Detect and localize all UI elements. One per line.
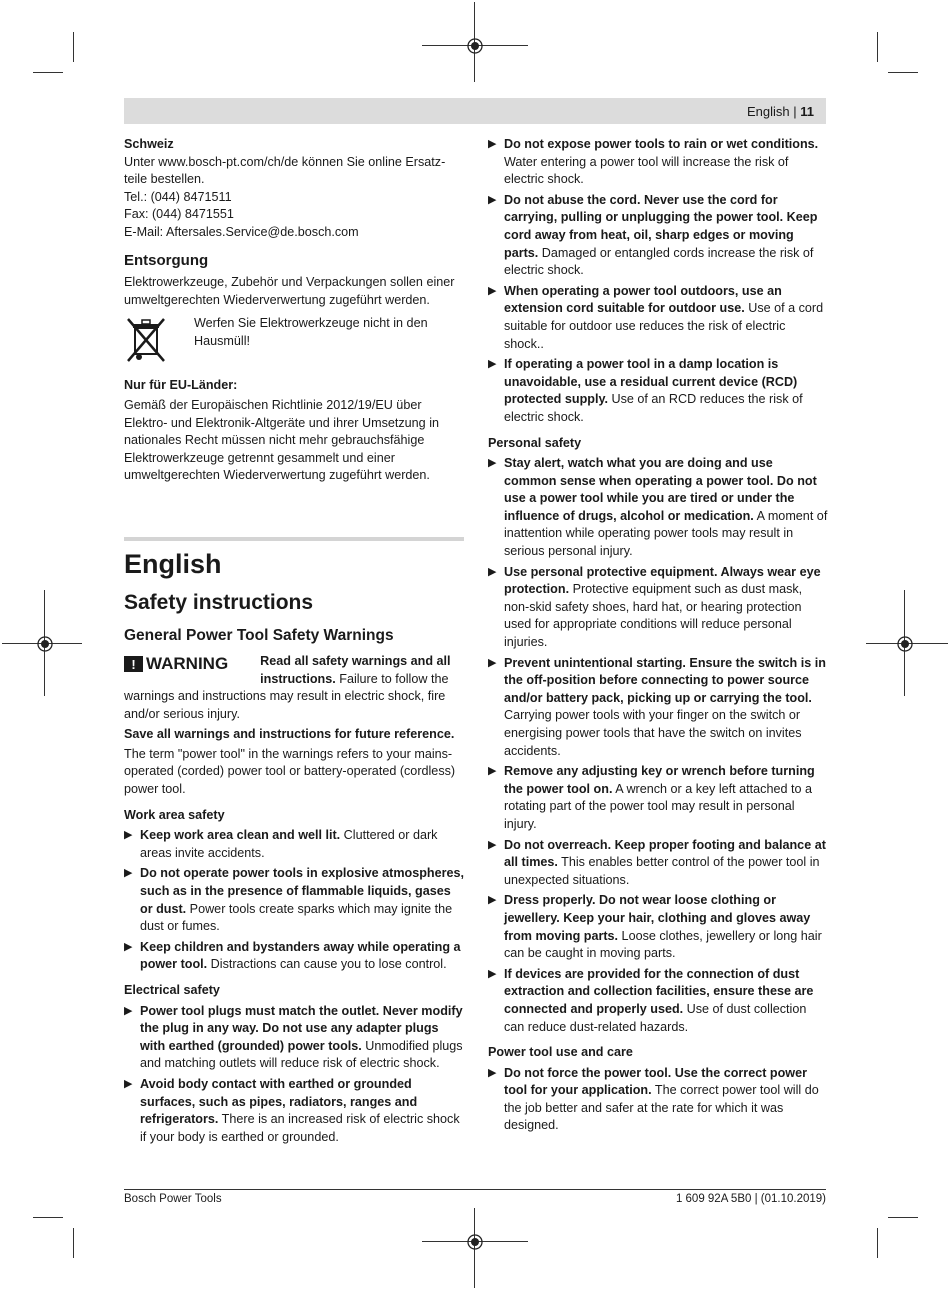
safety-title: Safety instructions	[124, 590, 314, 614]
page-header: English | 11	[747, 104, 814, 119]
bullet-text: Protective equipment such as dust mask, non-skid safety shoes, hard hat, or hearing protection used for appropriate conditions will reduce personal injuries.	[504, 582, 803, 650]
bullet-text: The correct power tool will do the job better and safer at the rate for which it was designed.	[504, 1083, 819, 1133]
eu-title: Nur für EU-Länder:	[124, 378, 238, 393]
bullet-text: Loose clothes, jewellery or long hair can be caught in moving parts.	[504, 928, 822, 961]
bullet-bold: Use personal protective equipment. Always wear eye protection.	[504, 564, 821, 597]
right-column	[488, 136, 828, 1138]
footer-divider	[124, 1189, 826, 1190]
eu-text: Gemäß der Europäischen Richtlinie 2012/19/EU über Elektro- und Elektronik-Altgeräte und ihrer Umsetzung in nationales Recht müssen nicht mehr gebrauchsfähige Elektrowerkzeuge getrennt gesammelt und einer umweltgerechten Wiederverwertung zugeführt werden.	[124, 397, 439, 483]
list-item	[488, 892, 828, 962]
electrical-title: Electrical safety	[124, 983, 220, 997]
personal-safety-title: Personal safety	[488, 435, 582, 450]
registration-mark-icon	[896, 635, 914, 653]
crop-mark	[877, 1228, 878, 1258]
bullet-bold: Prevent unintentional starting. Ensure the switch is in the off-position before connecting to power source and/or battery pack, picking up or carrying the tool.	[504, 655, 826, 705]
crop-mark	[73, 1228, 74, 1258]
header-language: English	[747, 104, 790, 119]
list-item	[488, 136, 828, 189]
weee-notice	[124, 315, 464, 365]
bullet-arrow-icon: ▶	[488, 1066, 497, 1079]
bullet-bold: Avoid body contact with earthed or grounded surfaces, such as pipes, radiators, ranges and refrigerators.	[140, 1076, 418, 1127]
schweiz-line: Unter www.bosch-pt.com/ch/de können Sie online Ersatz-	[124, 154, 446, 169]
bullet-arrow-icon: ▶	[488, 838, 497, 851]
warning-block	[124, 653, 464, 723]
schweiz-title: Schweiz	[124, 137, 174, 151]
use-care-title: Power tool use and care	[488, 1045, 633, 1060]
bullet-arrow-icon: ▶	[488, 358, 497, 371]
schweiz-line: Tel.: (044) 8471511	[124, 189, 232, 204]
bullet-bold: Do not overreach. Keep proper footing and balance at all times.	[504, 837, 826, 870]
bullet-bold: When operating a power tool outdoors, use an extension cord suitable for outdoor use.	[504, 283, 782, 316]
weee-text: Werfen Sie Elektrowerkzeuge nicht in den Hausmüll!	[194, 316, 428, 348]
bullet-text: A wrench or a key left attached to a rotating part of the power tool may result in personal injury.	[504, 781, 812, 831]
page-number: 11	[800, 104, 814, 119]
crop-mark	[33, 72, 63, 73]
bullet-text: Carrying power tools with your finger on the switch or energising power tools that have the switch on invites accidents.	[504, 708, 802, 758]
crop-mark	[73, 32, 74, 62]
bullet-arrow-icon: ▶	[488, 284, 497, 297]
entsorgung-title: Entsorgung	[124, 251, 209, 269]
bullet-arrow-icon: ▶	[488, 565, 497, 578]
list-item	[124, 939, 464, 974]
list-item	[488, 763, 828, 833]
bullet-bold: If operating a power tool in a damp location is unavoidable, use a residual current device (RCD) protected supply.	[504, 357, 798, 407]
bullet-bold: Do not abuse the cord. Never use the cord for carrying, pulling or unplugging the power tool. Keep cord away from heat, oil, sharp edges or moving parts.	[504, 192, 818, 260]
footer-brand: Bosch Power Tools	[124, 1193, 222, 1205]
list-item	[488, 837, 828, 890]
bullet-arrow-icon: ▶	[488, 765, 497, 778]
term-definition: The term "power tool" in the warnings refers to your mains-operated (corded) power tool or battery-operated (cordless) power tool.	[124, 746, 456, 797]
list-item	[124, 827, 464, 862]
bullet-bold: Keep work area clean and well lit.	[140, 828, 341, 843]
footer-doc-number: 1 609 92A 5B0 | (01.10.2019)	[675, 1193, 826, 1205]
bullet-arrow-icon: ▶	[124, 867, 133, 880]
general-warnings-title: General Power Tool Safety Warnings	[124, 626, 394, 644]
list-item	[488, 655, 828, 761]
save-instructions: Save all warnings and instructions for future reference.	[124, 727, 455, 742]
bullet-arrow-icon: ▶	[488, 193, 497, 206]
left-column	[124, 136, 464, 1149]
bullet-arrow-icon: ▶	[124, 829, 133, 842]
bullet-text: Unmodified plugs and matching outlets will reduce risk of electric shock.	[140, 1038, 463, 1071]
list-item	[488, 356, 828, 426]
warning-triangle-icon: !	[124, 656, 143, 672]
bullet-bold: Remove any adjusting key or wrench before turning the power tool on.	[504, 764, 815, 796]
list-item	[488, 1065, 828, 1135]
registration-mark-icon	[466, 1233, 484, 1251]
warning-badge	[124, 655, 228, 673]
list-item	[488, 283, 828, 353]
schweiz-line: teile bestellen.	[124, 172, 205, 187]
bullet-arrow-icon: ▶	[124, 940, 133, 953]
bullet-text: Distractions can cause you to lose control.	[207, 957, 447, 972]
warning-bold: Read all safety warnings and all instructions.	[260, 653, 451, 686]
list-item	[124, 1076, 464, 1146]
section-divider	[124, 537, 464, 541]
header-bar	[124, 98, 826, 124]
bullet-arrow-icon: ▶	[488, 656, 497, 669]
list-item	[124, 1003, 464, 1073]
bullet-text: A moment of inattention while operating power tools may result in serious personal injury.	[504, 508, 828, 559]
crop-mark	[877, 32, 878, 62]
bullet-arrow-icon: ▶	[124, 1004, 133, 1017]
bullet-text: Use of dust collection can reduce dust-related hazards.	[504, 1001, 807, 1034]
warning-text: Failure to follow the warnings and instructions may result in electric shock, fire and/or serious injury.	[124, 671, 449, 721]
list-item	[488, 966, 828, 1036]
bullet-arrow-icon: ▶	[488, 967, 497, 980]
crossed-bin-icon	[124, 315, 168, 365]
bullet-text: Water entering a power tool will increase the risk of electric shock.	[504, 154, 789, 187]
bullet-text: Cluttered or dark areas invite accidents.	[140, 828, 438, 860]
crop-mark	[888, 72, 918, 73]
bullet-bold: Stay alert, watch what you are doing and use common sense when operating a power tool. Do not use a power tool while you are tired or under the influence of drugs, alcohol or medication.	[504, 456, 817, 523]
schweiz-line: Fax: (044) 8471551	[124, 207, 234, 222]
bullet-bold: Power tool plugs must match the outlet. Never modify the plug in any way. Do not use any adapter plugs with earthed (grounded) power tools.	[140, 1003, 463, 1053]
bullet-text: Power tools create sparks which may ignite the dust or fumes.	[140, 901, 453, 934]
bullet-bold: Dress properly. Do not wear loose clothing or jewellery. Keep your hair, clothing and gloves away from moving parts.	[504, 893, 811, 943]
registration-mark-icon	[466, 37, 484, 55]
bullet-arrow-icon: ▶	[124, 1077, 133, 1090]
bullet-bold: If devices are provided for the connection of dust extraction and collection facilities, ensure these are connected and properly used.	[504, 966, 814, 1016]
bullet-text: There is an increased risk of electric shock if your body is earthed or grounded.	[140, 1112, 460, 1144]
schweiz-line: E-Mail: Aftersales.Service@de.bosch.com	[124, 224, 359, 239]
entsorgung-text: Elektrowerkzeuge, Zubehör und Verpackungen sollen einer umweltgerechten Wiederverwertung zugeführt werden.	[124, 275, 455, 307]
bullet-arrow-icon: ▶	[488, 894, 497, 907]
bullet-bold: Do not expose power tools to rain or wet conditions.	[504, 137, 819, 151]
list-item	[488, 192, 828, 280]
crop-mark	[888, 1217, 918, 1218]
language-title: English	[124, 548, 222, 579]
bullet-bold: Do not operate power tools in explosive atmospheres, such as in the presence of flammable liquids, gases or dust.	[140, 866, 465, 916]
bullet-text: Damaged or entangled cords increase the risk of electric shock.	[504, 245, 814, 278]
bullet-text: Use of an RCD reduces the risk of electric shock.	[504, 392, 803, 424]
bullet-bold: Keep children and bystanders away while operating a power tool.	[140, 939, 461, 972]
list-item	[488, 455, 828, 561]
list-item	[124, 865, 464, 935]
bullet-text: Use of a cord suitable for outdoor use reduces the risk of electric shock..	[504, 301, 824, 351]
work-area-title: Work area safety	[124, 807, 225, 822]
list-item	[488, 564, 828, 652]
crop-mark	[33, 1217, 63, 1218]
bullet-arrow-icon: ▶	[488, 138, 497, 150]
bullet-bold: Do not force the power tool. Use the correct power tool for your application.	[504, 1065, 807, 1098]
bullet-arrow-icon: ▶	[488, 457, 497, 470]
bullet-text: This enables better control of the power tool in unexpected situations.	[504, 855, 820, 887]
registration-mark-icon	[36, 635, 54, 653]
warning-label: WARNING	[146, 653, 229, 673]
